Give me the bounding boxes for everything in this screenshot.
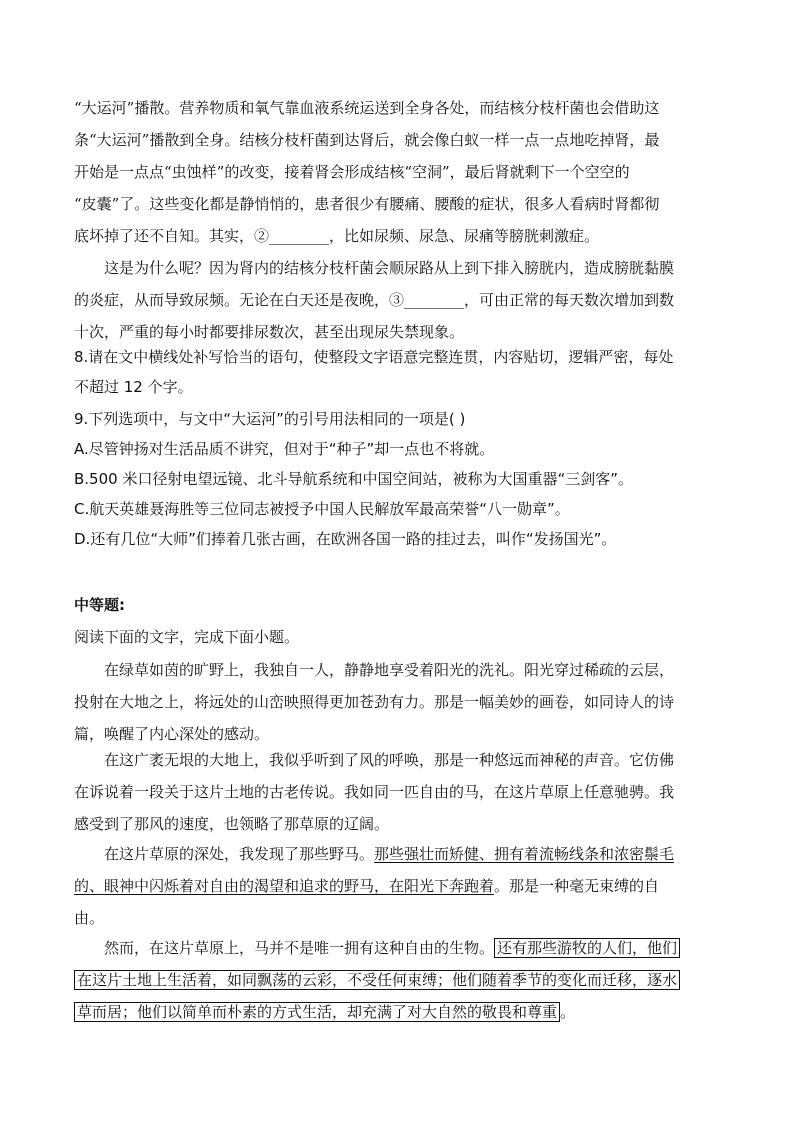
text-line xyxy=(74,964,720,996)
passage-paragraph-1 xyxy=(74,92,720,252)
option-c: C.航天英雄聂海胜等三位同志被授予中国人民解放军最高荣誉“八一勋章”。 xyxy=(74,500,570,518)
text-line: 感受到了那风的速度，也领略了那草原的辽阔。 xyxy=(74,815,390,833)
text-line xyxy=(74,932,720,964)
text-line: 这是为什么呢？因为肾内的结核分枝杆菌会顺尿路从上到下排入膀胱内，造成膀胱黏膜 xyxy=(104,259,675,277)
text-line: 篇，唤醒了内心深处的感动。 xyxy=(74,725,270,743)
boxed-sentence: 在这片土地上生活着，如同飘荡的云彩，不受任何束缚；他们随着季节的变化而迁移，逐水 xyxy=(74,970,680,990)
section-heading: 中等题: xyxy=(74,596,125,614)
passage-paragraph-2 xyxy=(74,252,720,348)
option-d: D.还有几位“大师”们捧着几张古画，在欧洲各国一路的挂过去，叫作“发扬国光”。 xyxy=(74,530,617,548)
text-line: 底坏掉了还不自知。其实，②________，比如尿频、尿急、尿痛等膀胱刺激症。 xyxy=(74,227,600,245)
underlined-sentence: 的、眼神中闪烁着对自由的渴望和追求的野马，在阳光下奔跑着 xyxy=(74,877,495,895)
text-line: 在绿草如茵的旷野上，我独自一人，静静地享受着阳光的洗礼。阳光穿过稀疏的云层， xyxy=(104,661,675,679)
text-line xyxy=(74,838,720,870)
question-stem: 9.下列选项中，与文中“大运河”的引号用法相同的一项是( ) xyxy=(74,410,466,428)
plain-text: 然而，在这片草原上，马并不是唯一拥有这种自由的生物。 xyxy=(104,939,495,957)
plain-text: 。那是一种毫无束缚的自 xyxy=(494,877,660,895)
text-line: 由。 xyxy=(74,909,105,927)
question-line: 8.请在文中横线处补写恰当的语句，使整段文字语意完整连贯，内容贴切，逻辑严密，每处 xyxy=(74,348,674,366)
reading-paragraph-4 xyxy=(74,932,720,1028)
text-line: 十次，严重的每小时都要排尿数次，甚至出现尿失禁现象。 xyxy=(74,323,465,341)
text-line xyxy=(74,870,720,902)
question-9 xyxy=(74,404,734,554)
text-line: 的炎症，从而导致尿频。无论在白天还是夜晚，③________，可由正常的每天数次增加到数 xyxy=(74,291,675,309)
text-line: “大运河”播散。营养物质和氧气靠血液系统运送到全身各处，而结核分枝杆菌也会借助这 xyxy=(74,99,660,117)
plain-text: 。 xyxy=(560,1003,576,1021)
text-line: 投射在大地之上，将远处的山峦映照得更加苍劲有力。那是一幅美妙的画卷，如同诗人的诗 xyxy=(74,693,675,711)
section-instruction xyxy=(74,622,734,652)
option-a: A.尽管钟扬对生活品质不讲究，但对于“种子”却一点也不将就。 xyxy=(74,440,495,458)
text-line: 在这广袤无垠的大地上，我似乎听到了风的呼唤，那是一种悠远而神秘的声音。它仿佛 xyxy=(104,751,675,769)
boxed-sentence: 还有那些游牧的人们，他们 xyxy=(494,938,680,958)
reading-paragraph-3 xyxy=(74,838,720,934)
text-line xyxy=(74,996,720,1028)
plain-text: 在这片草原的深处，我发现了那些野马。 xyxy=(104,845,375,863)
question-8 xyxy=(74,342,734,402)
question-line: 不超过 12 个字。 xyxy=(74,378,193,396)
text-line: 开始是一点点“虫蚀样”的改变，接着肾会形成结核“空洞”，最后肾就剩下一个空空的 xyxy=(74,163,630,181)
boxed-sentence: 草而居；他们以简单而朴素的方式生活，却充满了对大自然的敬畏和尊重 xyxy=(74,1002,560,1022)
instruction-line: 阅读下面的文字，完成下面小题。 xyxy=(74,628,300,646)
text-line: 条“大运河”播散到全身。结核分枝杆菌到达肾后，就会像白蚁一样一点一点地吃掉肾，最 xyxy=(74,131,660,149)
text-line: “皮囊”了。这些变化都是静悄悄的，患者很少有腰痛、腰酸的症状，很多人看病时肾都彻 xyxy=(74,195,660,213)
reading-paragraph-1 xyxy=(74,654,720,750)
reading-paragraph-2 xyxy=(74,744,720,840)
text-line: 在诉说着一段关于这片土地的古老传说。我如同一匹自由的马，在这片草原上任意驰骋。我 xyxy=(74,783,675,801)
underlined-sentence: 那些强壮而矫健、拥有着流畅线条和浓密鬃毛 xyxy=(374,845,675,863)
option-b: B.500 米口径射电望远镜、北斗导航系统和中国空间站，被称为大国重器“三剑客”。 xyxy=(74,470,634,488)
